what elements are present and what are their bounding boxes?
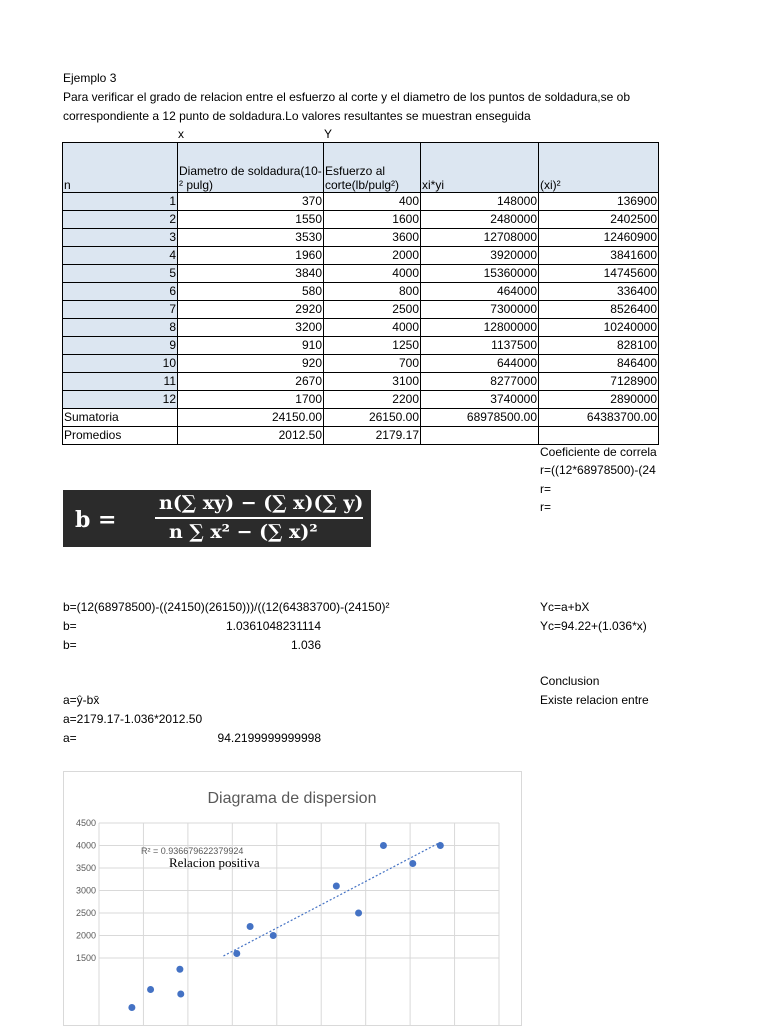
data-point [333, 883, 340, 890]
data-point [270, 932, 277, 939]
table-cell: 4000 [324, 319, 421, 337]
calc-b-line-3-label: b= [63, 638, 77, 652]
table-header-row [63, 143, 659, 193]
formula-fraction-bar [155, 517, 363, 519]
table-row [63, 373, 659, 391]
table-cell: 8277000 [421, 373, 539, 391]
data-point [355, 910, 362, 917]
y-tick-label: 4500 [75, 818, 96, 828]
regression-line-2: Yc=94.22+(1.036*x) [540, 619, 647, 633]
table-cell: 910 [178, 337, 324, 355]
sum-label: Sumatoria [63, 409, 178, 427]
table-cell: 1700 [178, 391, 324, 409]
corr-line-3: r= [540, 500, 552, 514]
table-cell: 644000 [421, 355, 539, 373]
row-index-cell: 9 [63, 337, 178, 355]
y-tick-label: 4000 [75, 840, 96, 851]
table-cell: 148000 [421, 193, 539, 211]
table-cell: 3200 [178, 319, 324, 337]
data-point [177, 991, 184, 998]
calc-a-line-3-value: 94.2199999999998 [217, 731, 321, 745]
row-index-cell: 1 [63, 193, 178, 211]
y-tick-label: 3000 [75, 885, 96, 896]
data-point [437, 842, 444, 849]
header-n: n [63, 143, 178, 193]
row-index-cell: 2 [63, 211, 178, 229]
table-cell: 1137500 [421, 337, 539, 355]
table-row [63, 211, 659, 229]
table-cell: 2402500 [539, 211, 659, 229]
table-row [63, 337, 659, 355]
data-point [247, 923, 254, 930]
data-point [128, 1004, 135, 1011]
row-index-cell: 12 [63, 391, 178, 409]
table-cell: 828100 [539, 337, 659, 355]
table-cell: 14745600 [539, 265, 659, 283]
header-xi2: (xi)² [539, 143, 659, 193]
data-point [176, 966, 183, 973]
data-point [147, 986, 154, 993]
table-cell: 15360000 [421, 265, 539, 283]
row-index-cell: 6 [63, 283, 178, 301]
table-row [63, 319, 659, 337]
table-row [63, 247, 659, 265]
row-index-cell: 4 [63, 247, 178, 265]
data-table [62, 142, 659, 445]
table-cell: 2670 [178, 373, 324, 391]
table-cell: 1250 [324, 337, 421, 355]
sum-row [63, 409, 659, 427]
calc-a-line-1: a=ŷ-bx̄ [63, 693, 100, 707]
table-cell: 3841600 [539, 247, 659, 265]
table-cell: 1960 [178, 247, 324, 265]
table-row [63, 301, 659, 319]
y-axis-ticks [76, 818, 96, 963]
heading: Ejemplo 3 [63, 71, 117, 85]
table-cell: 3920000 [421, 247, 539, 265]
table-cell: 7128900 [539, 373, 659, 391]
formula-denominator: n ∑ x² − (∑ x)² [169, 521, 318, 543]
table-row [63, 391, 659, 409]
table-cell: 10240000 [539, 319, 659, 337]
avg-cell: 2012.50 [178, 427, 324, 445]
avg-label: Promedios [63, 427, 178, 445]
table-cell: 920 [178, 355, 324, 373]
table-cell: 12460900 [539, 229, 659, 247]
row-index-cell: 5 [63, 265, 178, 283]
chart-title: Diagrama de dispersion [207, 790, 377, 807]
sum-cell: 68978500.00 [421, 409, 539, 427]
table-row [63, 229, 659, 247]
corr-title: Coeficiente de correla [540, 445, 657, 459]
table-cell: 580 [178, 283, 324, 301]
calc-b-line-2-value: 1.0361048231114 [226, 619, 321, 633]
intro-line-2: correspondiente a 12 punto de soldadura.Lo valores resultantes se muestran enseguida [63, 109, 531, 123]
table-cell: 846400 [539, 355, 659, 373]
regression-line-1: Yc=a+bX [540, 600, 590, 614]
table-cell: 3530 [178, 229, 324, 247]
table-cell: 12708000 [421, 229, 539, 247]
table-cell: 3100 [324, 373, 421, 391]
calc-a-line-3-label: a= [63, 731, 77, 745]
conclusion-text: Existe relacion entre [540, 693, 649, 707]
table-cell: 2000 [324, 247, 421, 265]
table-cell: 3600 [324, 229, 421, 247]
avg-row [63, 427, 659, 445]
table-cell: 800 [324, 283, 421, 301]
row-index-cell: 10 [63, 355, 178, 373]
table-cell: 700 [324, 355, 421, 373]
table-cell: 12800000 [421, 319, 539, 337]
table-row [63, 355, 659, 373]
y-tick-label: 2500 [75, 908, 96, 918]
table-cell: 370 [178, 193, 324, 211]
avg-cell: 2179.17 [324, 427, 421, 445]
formula-numerator: n(∑ xy) − (∑ x)(∑ y) [159, 492, 364, 514]
table-cell: 1600 [324, 211, 421, 229]
table-cell: 136900 [539, 193, 659, 211]
calc-b-line-2-label: b= [63, 619, 77, 633]
sum-cell: 26150.00 [324, 409, 421, 427]
scatter-chart-svg [64, 772, 521, 1025]
row-index-cell: 7 [63, 301, 178, 319]
table-cell: 7300000 [421, 301, 539, 319]
calc-b-line-3-value: 1.036 [290, 638, 321, 652]
table-row [63, 193, 659, 211]
header-xiyi: xi*yi [421, 143, 539, 193]
table-cell: 3740000 [421, 391, 539, 409]
corr-line-1: r=((12*68978500)-(24 [540, 463, 656, 477]
x-marker: x [178, 127, 184, 141]
table-cell: 3840 [178, 265, 324, 283]
calc-b-line-1: b=(12(68978500)-((24150)(26150)))/((12(64383700)-(24150)² [63, 600, 390, 614]
table-cell: 8526400 [539, 301, 659, 319]
table-cell: 2890000 [539, 391, 659, 409]
table-cell: 2920 [178, 301, 324, 319]
table-row [63, 265, 659, 283]
table-cell: 400 [324, 193, 421, 211]
formula-b-label: b = [75, 507, 117, 533]
conclusion-title: Conclusion [540, 674, 600, 688]
header-diametro: Diametro de soldadura(10-² pulg) [178, 143, 324, 193]
table-cell: 336400 [539, 283, 659, 301]
table-cell: 2200 [324, 391, 421, 409]
table-cell: 1550 [178, 211, 324, 229]
y-tick-label: 2000 [75, 930, 96, 941]
avg-cell [539, 427, 659, 445]
table-cell: 2500 [324, 301, 421, 319]
calc-a-line-2: a=2179.17-1.036*2012.50 [63, 712, 203, 726]
b-formula-image [63, 490, 371, 547]
header-esfuerzo: Esfuerzo al corte(lb/pulg²) [324, 143, 421, 193]
row-index-cell: 8 [63, 319, 178, 337]
r-squared-label: R² = 0.936679622379924 [141, 846, 244, 856]
table-row [63, 283, 659, 301]
y-tick-label: 3500 [75, 863, 96, 873]
y-tick-label: 1500 [75, 953, 96, 963]
sum-cell: 24150.00 [178, 409, 324, 427]
table-cell: 4000 [324, 265, 421, 283]
corr-line-2: r= [540, 482, 552, 496]
table-cell: 2480000 [421, 211, 539, 229]
relacion-positiva-annotation: Relacion positiva [169, 855, 260, 870]
intro-line-1: Para verificar el grado de relacion entre el esfuerzo al corte y el diametro de los puntos de soldadura,se ob [63, 90, 630, 104]
data-point [409, 860, 416, 867]
table-cell: 464000 [421, 283, 539, 301]
row-index-cell: 11 [63, 373, 178, 391]
sum-cell: 64383700.00 [539, 409, 659, 427]
scatter-chart[interactable] [63, 771, 522, 1026]
data-point [233, 950, 240, 957]
avg-cell [421, 427, 539, 445]
data-point [380, 842, 387, 849]
row-index-cell: 3 [63, 229, 178, 247]
y-marker: Y [324, 127, 333, 141]
